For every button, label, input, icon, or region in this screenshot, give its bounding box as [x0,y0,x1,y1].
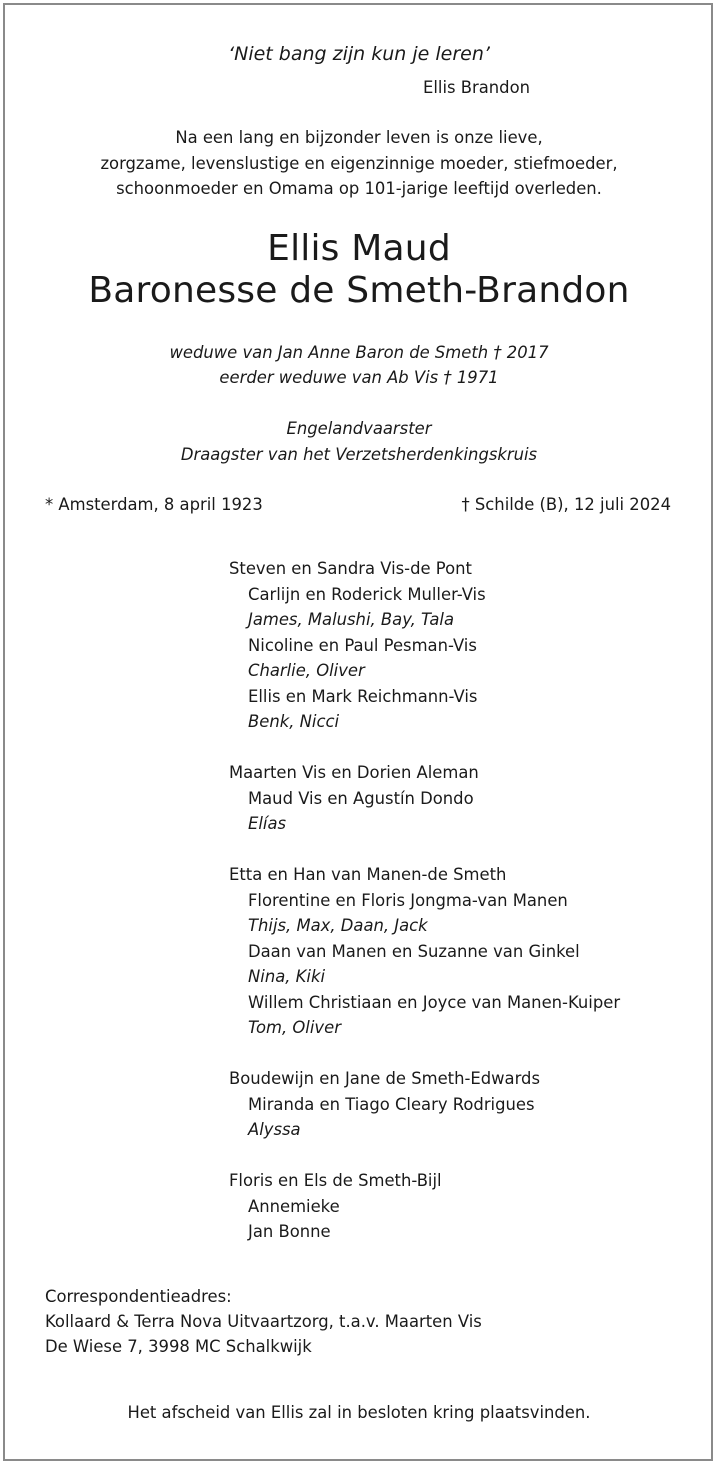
correspondence-line-2: De Wiese 7, 3998 MC Schalkwijk [45,1337,312,1356]
correspondence-line-1: Kollaard & Terra Nova Uitvaartzorg, t.a.v. Maarten Vis [45,1312,482,1331]
grandchildren-names: Nina, Kiki [248,967,326,986]
birth-info: * Amsterdam, 8 april 1923 [45,495,263,514]
intro-line-3: schoonmoeder en Omama op 101-jarige leeftijd overleden. [116,179,602,198]
family-member: Jan Bonne [248,1222,331,1241]
quote-author: Ellis Brandon [423,78,531,97]
family-member: Nicoline en Paul Pesman-Vis [248,635,477,655]
family-member: Willem Christiaan en Joyce van Manen-Kuiper [248,992,621,1012]
honor-line-2: Draagster van het Verzetsherdenkingskruis [180,445,538,464]
family-member: Annemieke [248,1196,340,1216]
family-head: Boudewijn en Jane de Smeth-Edwards [229,1069,540,1088]
family-member: Miranda en Tiago Cleary Rodrigues [248,1094,535,1114]
correspondence-label: Correspondentieadres: [45,1287,232,1306]
grandchildren-names: Thijs, Max, Daan, Jack [248,916,428,935]
family-member: Florentine en Floris Jongma-van Manen [248,890,568,910]
grandchildren-names: Elías [248,814,287,833]
widow-line-1: weduwe van Jan Anne Baron de Smeth † 2017 [169,343,549,362]
family-head: Maarten Vis en Dorien Aleman [229,763,479,782]
notice-border [3,3,713,1461]
closing-text: Het afscheid van Ellis zal in besloten kring plaatsvinden. [127,1403,591,1422]
family-member: Carlijn en Roderick Muller-Vis [248,584,486,604]
family-head: Etta en Han van Manen-de Smeth [229,865,507,884]
grandchildren-names: James, Malushi, Bay, Tala [248,610,454,629]
grandchildren-names: Tom, Oliver [248,1018,341,1037]
death-info: † Schilde (B), 12 juli 2024 [461,495,671,514]
family-head: Floris en Els de Smeth-Bijl [229,1171,442,1190]
family-member: Ellis en Mark Reichmann-Vis [248,686,478,706]
intro-line-1: Na een lang en bijzonder leven is onze lieve, [175,128,543,147]
grandchildren-names: Alyssa [248,1120,301,1139]
deceased-name-line-1: Ellis Maud [267,228,451,269]
family-member: Daan van Manen en Suzanne van Ginkel [248,941,580,961]
widow-line-2: eerder weduwe van Ab Vis † 1971 [219,368,499,387]
deceased-name-line-2: Baronesse de Smeth-Brandon [88,270,630,311]
family-head: Steven en Sandra Vis-de Pont [229,559,472,578]
quote-text: ‘Niet bang zijn kun je leren’ [228,43,490,65]
grandchildren-names: Charlie, Oliver [248,661,365,680]
honor-line-1: Engelandvaarster [286,419,432,438]
intro-line-2: zorgzame, levenslustige en eigenzinnige moeder, stiefmoeder, [100,154,618,173]
grandchildren-names: Benk, Nicci [248,712,340,731]
family-member: Maud Vis en Agustín Dondo [248,788,474,808]
